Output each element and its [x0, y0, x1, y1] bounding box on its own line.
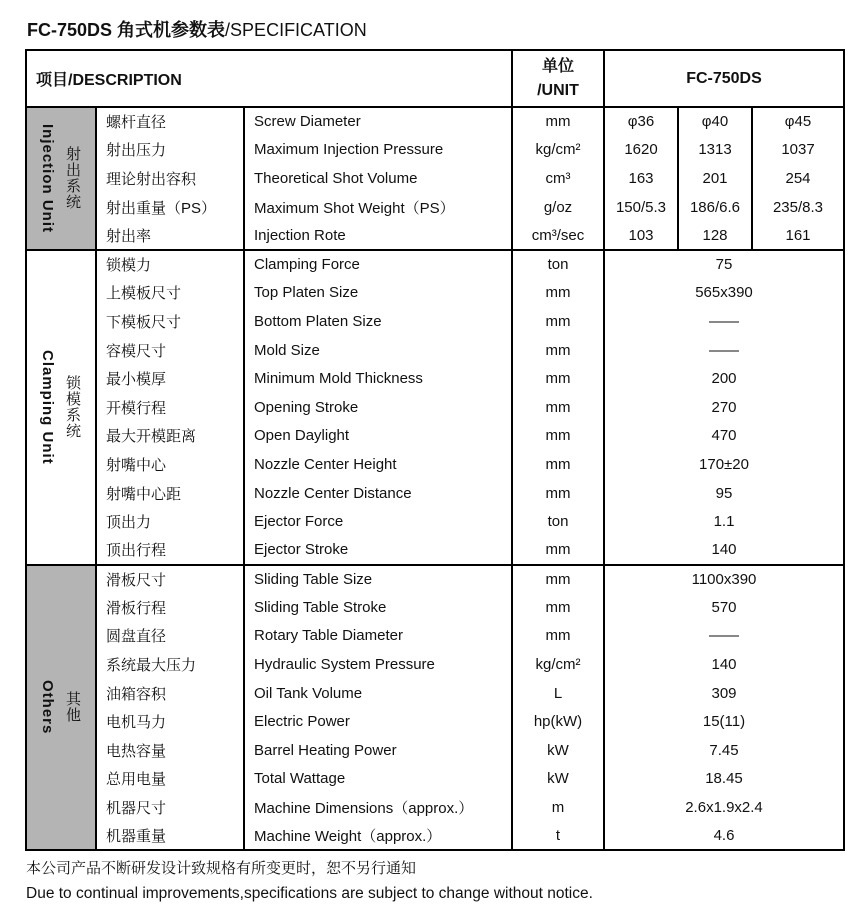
- section-sidebar-clamping-unit: [26, 250, 96, 565]
- item-name-cn: 电机马力: [96, 707, 244, 736]
- item-unit: mm: [512, 536, 604, 565]
- section-sidebar-labels: [27, 124, 95, 233]
- item-value: 18.45: [604, 765, 844, 794]
- item-value: 150/5.3: [604, 193, 678, 222]
- item-unit: mm: [512, 107, 604, 136]
- item-value: 254: [752, 164, 844, 193]
- section-label-en: Others: [39, 680, 56, 735]
- header-unit-line1: 单位: [541, 57, 574, 75]
- item-name-cn: 圆盘直径: [96, 622, 244, 651]
- section-sidebar-injection-unit: [26, 107, 96, 250]
- item-name-cn: 机器尺寸: [96, 793, 244, 822]
- item-unit: t: [512, 822, 604, 851]
- header-model: FC-750DS: [604, 50, 844, 107]
- item-value: 75: [604, 250, 844, 279]
- spec-row: [26, 565, 844, 594]
- item-value: 103: [604, 221, 678, 250]
- title-cn: 角式机参数表: [117, 20, 226, 40]
- item-name-en: Maximum Injection Pressure: [244, 136, 512, 165]
- item-name-en: Machine Dimensions（approx.）: [244, 793, 512, 822]
- item-name-cn: 电热容量: [96, 736, 244, 765]
- item-name-en: Hydraulic System Pressure: [244, 650, 512, 679]
- item-value: 163: [604, 164, 678, 193]
- header-unit: [512, 50, 604, 107]
- item-unit: mm: [512, 450, 604, 479]
- item-name-cn: 滑板尺寸: [96, 565, 244, 594]
- spec-row: [26, 107, 844, 136]
- item-value: 15(11): [604, 707, 844, 736]
- section-sidebar-others: [26, 565, 96, 851]
- spec-row: [26, 479, 844, 508]
- item-name-en: Bottom Platen Size: [244, 307, 512, 336]
- item-name-en: Electric Power: [244, 707, 512, 736]
- spec-row: [26, 221, 844, 250]
- item-name-cn: 射嘴中心: [96, 450, 244, 479]
- item-value: 235/8.3: [752, 193, 844, 222]
- item-name-en: Barrel Heating Power: [244, 736, 512, 765]
- item-name-cn: 下模板尺寸: [96, 307, 244, 336]
- specification-table: [25, 49, 845, 851]
- item-name-en: Ejector Force: [244, 507, 512, 536]
- item-unit: cm³/sec: [512, 221, 604, 250]
- spec-row: [26, 250, 844, 279]
- item-value: ——: [604, 622, 844, 651]
- item-name-cn: 系统最大压力: [96, 650, 244, 679]
- item-value: 1.1: [604, 507, 844, 536]
- section-sidebar-labels: [27, 350, 95, 465]
- item-value: 570: [604, 593, 844, 622]
- item-unit: g/oz: [512, 193, 604, 222]
- item-unit: mm: [512, 364, 604, 393]
- spec-row: [26, 364, 844, 393]
- section-label-en: Clamping Unit: [39, 349, 56, 465]
- item-name-cn: 射出率: [96, 221, 244, 250]
- item-unit: kW: [512, 765, 604, 794]
- spec-row: [26, 193, 844, 222]
- item-name-cn: 射出压力: [96, 136, 244, 165]
- item-value: 170±20: [604, 450, 844, 479]
- section-label-cn: 锁模系统: [64, 375, 81, 440]
- item-value: 201: [678, 164, 752, 193]
- item-name-en: Injection Rote: [244, 221, 512, 250]
- item-unit: mm: [512, 279, 604, 308]
- item-unit: kW: [512, 736, 604, 765]
- item-value: 470: [604, 422, 844, 451]
- item-value: φ45: [752, 107, 844, 136]
- item-unit: hp(kW): [512, 707, 604, 736]
- section-sidebar-labels: [27, 680, 95, 734]
- header-unit-line2: /UNIT: [537, 81, 579, 99]
- item-name-en: Clamping Force: [244, 250, 512, 279]
- item-unit: kg/cm²: [512, 136, 604, 165]
- spec-row: [26, 650, 844, 679]
- footer-note-en: Due to continual improvements,specifications are subject to change without notice.: [26, 885, 593, 903]
- item-name-cn: 机器重量: [96, 822, 244, 851]
- item-value: φ40: [678, 107, 752, 136]
- spec-row: [26, 536, 844, 565]
- item-value: 95: [604, 479, 844, 508]
- item-unit: mm: [512, 479, 604, 508]
- item-name-cn: 射嘴中心距: [96, 479, 244, 508]
- item-value: 7.45: [604, 736, 844, 765]
- item-name-en: Rotary Table Diameter: [244, 622, 512, 651]
- item-value: 565x390: [604, 279, 844, 308]
- item-name-en: Nozzle Center Distance: [244, 479, 512, 508]
- item-name-cn: 螺杆直径: [96, 107, 244, 136]
- item-name-en: Nozzle Center Height: [244, 450, 512, 479]
- spec-row: [26, 450, 844, 479]
- item-name-cn: 顶出行程: [96, 536, 244, 565]
- spec-row: [26, 136, 844, 165]
- item-value: 309: [604, 679, 844, 708]
- item-unit: cm³: [512, 164, 604, 193]
- item-unit: mm: [512, 307, 604, 336]
- spec-row: [26, 307, 844, 336]
- item-name-en: Opening Stroke: [244, 393, 512, 422]
- footer-note-cn: 本公司产品不断研发设计致规格有所变更时，恕不另行通知: [26, 860, 417, 878]
- item-name-en: Sliding Table Size: [244, 565, 512, 594]
- item-name-en: Screw Diameter: [244, 107, 512, 136]
- spec-row: [26, 393, 844, 422]
- item-value: 270: [604, 393, 844, 422]
- item-name-cn: 最大开模距离: [96, 422, 244, 451]
- item-value: 186/6.6: [678, 193, 752, 222]
- item-value: 161: [752, 221, 844, 250]
- item-value: 128: [678, 221, 752, 250]
- item-name-cn: 理论射出容积: [96, 164, 244, 193]
- item-name-en: Maximum Shot Weight（PS）: [244, 193, 512, 222]
- item-name-en: Ejector Stroke: [244, 536, 512, 565]
- item-name-en: Minimum Mold Thickness: [244, 364, 512, 393]
- spec-row: [26, 336, 844, 365]
- spec-row: [26, 736, 844, 765]
- table-header-row: [26, 50, 844, 107]
- item-value: 4.6: [604, 822, 844, 851]
- item-name-en: Sliding Table Stroke: [244, 593, 512, 622]
- item-value: 140: [604, 536, 844, 565]
- item-name-cn: 总用电量: [96, 765, 244, 794]
- title-en: /SPECIFICATION: [225, 20, 367, 40]
- item-name-cn: 滑板行程: [96, 593, 244, 622]
- item-value: φ36: [604, 107, 678, 136]
- item-unit: ton: [512, 250, 604, 279]
- item-unit: L: [512, 679, 604, 708]
- item-value: 1100x390: [604, 565, 844, 594]
- item-unit: mm: [512, 422, 604, 451]
- item-value: 2.6x1.9x2.4: [604, 793, 844, 822]
- spec-row: [26, 765, 844, 794]
- item-value: ——: [604, 336, 844, 365]
- spec-row: [26, 707, 844, 736]
- item-value: 1313: [678, 136, 752, 165]
- item-unit: mm: [512, 622, 604, 651]
- item-name-en: Top Platen Size: [244, 279, 512, 308]
- spec-row: [26, 279, 844, 308]
- title-model: FC-750DS: [27, 20, 113, 40]
- item-unit: mm: [512, 593, 604, 622]
- item-name-en: Mold Size: [244, 336, 512, 365]
- item-name-cn: 容模尺寸: [96, 336, 244, 365]
- header-description: 项目/DESCRIPTION: [26, 50, 512, 107]
- item-name-cn: 射出重量（PS）: [96, 193, 244, 222]
- spec-row: [26, 164, 844, 193]
- item-name-en: Machine Weight（approx.）: [244, 822, 512, 851]
- item-value: 140: [604, 650, 844, 679]
- spec-row: [26, 593, 844, 622]
- item-name-cn: 最小模厚: [96, 364, 244, 393]
- item-value: 1620: [604, 136, 678, 165]
- item-name-cn: 锁模力: [96, 250, 244, 279]
- item-unit: kg/cm²: [512, 650, 604, 679]
- item-unit: mm: [512, 336, 604, 365]
- item-name-cn: 油箱容积: [96, 679, 244, 708]
- section-label-cn: 其他: [64, 691, 81, 724]
- item-unit: m: [512, 793, 604, 822]
- item-value: 1037: [752, 136, 844, 165]
- spec-row: [26, 679, 844, 708]
- item-name-en: Theoretical Shot Volume: [244, 164, 512, 193]
- spec-row: [26, 793, 844, 822]
- item-unit: mm: [512, 565, 604, 594]
- item-unit: ton: [512, 507, 604, 536]
- section-label-cn: 射出系统: [64, 146, 81, 211]
- spec-row: [26, 822, 844, 851]
- item-name-en: Open Daylight: [244, 422, 512, 451]
- item-name-cn: 上模板尺寸: [96, 279, 244, 308]
- item-value: ——: [604, 307, 844, 336]
- item-name-cn: 顶出力: [96, 507, 244, 536]
- item-name-cn: 开模行程: [96, 393, 244, 422]
- section-label-en: Injection Unit: [39, 123, 56, 233]
- item-name-en: Oil Tank Volume: [244, 679, 512, 708]
- item-name-en: Total Wattage: [244, 765, 512, 794]
- spec-row: [26, 507, 844, 536]
- spec-row: [26, 622, 844, 651]
- spec-row: [26, 422, 844, 451]
- item-unit: mm: [512, 393, 604, 422]
- page-title: [27, 16, 843, 42]
- item-value: 200: [604, 364, 844, 393]
